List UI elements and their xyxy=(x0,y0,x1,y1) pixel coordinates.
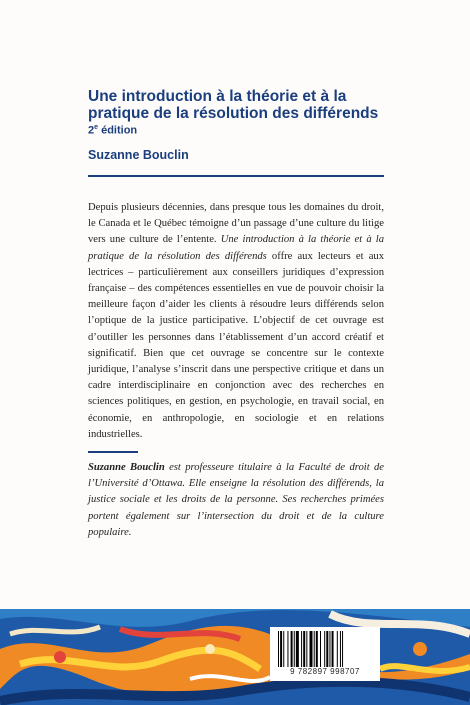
summary-rest: offre aux lecteurs et aux lectrices – particulièrement aux conseillers juridiques d’expression française – des compétences essentielles en vue de pouvoir choisir la meilleure façon d’aider les clients à résoudre leurs différends selon l’optique de la justice participative. L’objectif de cet ouvrage est d’outiller les personnes dans l’établissement d’un accord créatif et significatif. Bien que cet ouvrage se concentre sur le contexte juridique, l’analyse s’inscrit dans une perspective critique et dans un cadre interdisciplinaire en conjonction avec des recherches en sciences politiques, en gestion, en psychologie, en travail social, en économie, en anthropologie, en sociologie et en relations industrielles. xyxy=(88,250,384,440)
author-bio xyxy=(88,460,384,541)
cover-painting xyxy=(0,609,470,705)
barcode xyxy=(270,627,380,681)
edition-suffix: e xyxy=(94,124,99,131)
summary-intro: Depuis plusieurs décennies, dans presque tous les domaines du droit, le Canada et le Québec témoigne d’un passage d’une culture du litige vers une culture de l’entente. xyxy=(88,202,384,246)
isbn-number: 9 782897 998707 xyxy=(290,667,360,676)
summary-book-title: Une introduction à la théorie et à la pratique de la résolution des différends xyxy=(88,234,384,262)
bio-divider xyxy=(88,451,138,453)
bio-text: est professeure titulaire à la Faculté de droit de l’Université d’Ottawa. Elle enseigne la résolution des différends, la justice sociale et les droits de la personne. Ses recherches primées portent également sur l’intersection du droit et de la culture populaire. xyxy=(88,462,385,538)
author-name: Suzanne Bouclin xyxy=(88,148,189,162)
summary-paragraph xyxy=(88,200,384,443)
edition-label xyxy=(88,124,137,137)
bio-author-name: Suzanne Bouclin xyxy=(88,462,165,473)
edition-number: 2 xyxy=(88,124,95,137)
book-title: Une introduction à la théorie et à la pratique de la résolution des différends xyxy=(88,88,379,122)
title-divider xyxy=(88,175,384,177)
barcode-bars xyxy=(278,631,372,669)
edition-word: édition xyxy=(98,124,138,137)
